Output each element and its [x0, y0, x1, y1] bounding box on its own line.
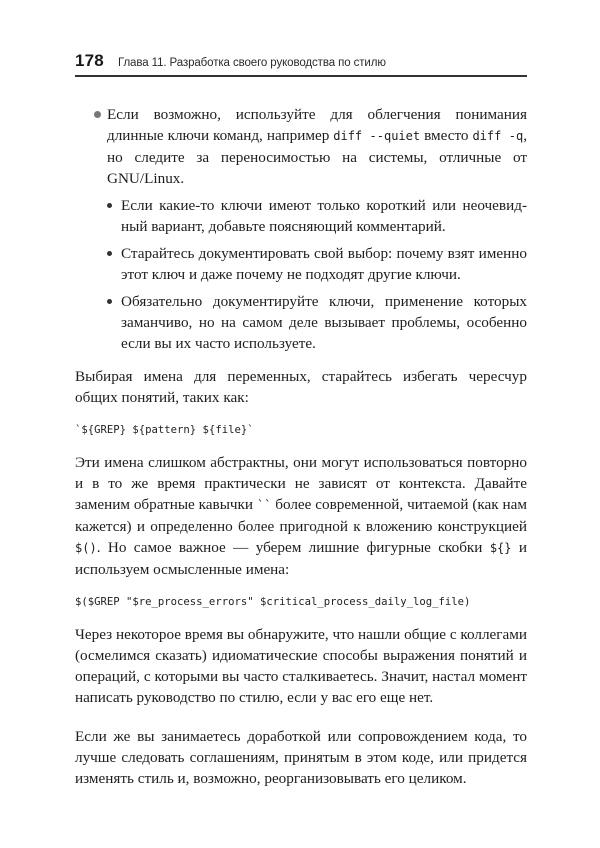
sub-list-item-text: Старайтесь документировать свой выбор: почему взят именно этот ключ и даже почему не подходят другие ключи. — [121, 245, 527, 283]
sub-list-item-text: Если какие-то ключи имеют только короткий или неочевидный вариант, добавьте поясняющий комментарий. — [121, 197, 527, 235]
paragraph-text: . Но самое важное — уберем лишние фигурные скобки — [96, 539, 490, 556]
paragraph — [75, 452, 527, 580]
bullet-list — [75, 104, 527, 354]
paragraph-text: более современной, читаемой (как нам кажется) и определенно более пригодной к вложению конструкцией — [75, 496, 527, 535]
sub-list-item — [107, 291, 527, 354]
bullet-dot-icon — [107, 299, 112, 304]
list-item-text: Если возможно, используйте для облегчения понимания длинные ключи команд, например — [107, 106, 527, 144]
list-item-text: , но следите за переносимостью на системы, отличные от GNU/Linux. — [107, 127, 527, 187]
code-block: $($GREP "$re_process_errors" $critical_process_daily_log_file) — [75, 596, 471, 608]
list-item-text: вместо — [420, 127, 473, 144]
header-rule — [75, 75, 527, 77]
page-number: 178 — [75, 51, 104, 70]
running-header — [75, 51, 527, 71]
inline-code: diff -q — [472, 129, 524, 143]
bullet-dot-icon — [107, 251, 112, 256]
inline-code: ${} — [489, 541, 512, 555]
sub-bullet-list — [107, 195, 527, 354]
inline-code: `` — [256, 498, 272, 512]
page-body — [75, 104, 527, 789]
sub-list-item — [107, 195, 527, 237]
paragraph: Выбирая имена для переменных, старайтесь избегать чересчур общих понятий, таких как: — [75, 368, 527, 406]
code-block: `${GREP} ${pattern} ${file}` — [75, 424, 254, 436]
inline-code: diff --quiet — [333, 129, 421, 143]
bullet-dot-icon — [107, 203, 112, 208]
chapter-title: Глава 11. Разработка своего руководства по стилю — [117, 57, 386, 69]
paragraph: Через некоторое время вы обнаружите, что нашли общие с коллегами (осмелимся сказать) идиоматические способы выражения понятий и операций, с которыми вы часто сталкиваетесь. Значит, настал момент написать руководство по стилю, если у вас его еще нет. — [75, 626, 527, 706]
sub-list-item — [107, 243, 527, 285]
paragraph: Если же вы занимаетесь доработкой или сопровождением кода, то лучше следовать соглашениям, принятым в этом коде, или придется изменять стиль и, возможно, реорганизовывать его целиком. — [75, 728, 527, 787]
sub-list-item-text: Обязательно документируйте ключи, применение которых заманчиво, но на самом деле вызывает проблемы, особенно если вы их часто используете. — [121, 293, 527, 352]
paragraph-text: и используем осмысленные имена: — [75, 539, 527, 578]
bullet-dot-icon — [94, 111, 101, 118]
inline-code: $() — [75, 541, 97, 555]
paragraph-text: Эти имена слишком абстрактны, они могут использоваться повторно и в то же время практически не зависят от контекста. Давайте заменим обратные кавычки — [75, 454, 527, 513]
list-item — [75, 104, 527, 354]
